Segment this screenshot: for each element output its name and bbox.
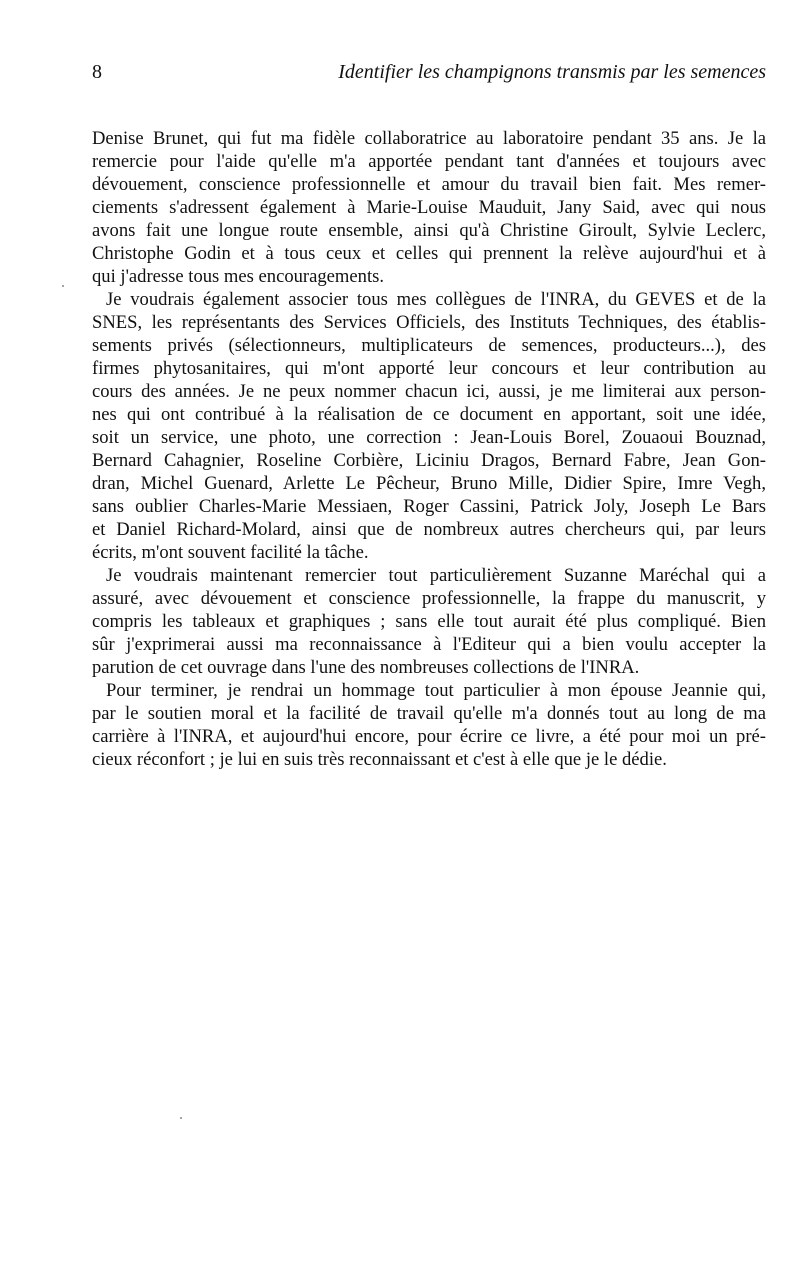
text-line: parution de cet ouvrage dans l'une des nombreuses collections de l'INRA. (92, 657, 640, 678)
text-line: assuré, avec dévouement et conscience professionnelle, la frappe du manuscrit, y (92, 588, 766, 609)
text-line: ciements s'adressent également à Marie-Louise Mauduit, Jany Said, avec qui nous (92, 197, 766, 218)
text-line: soit un service, une photo, une correction : Jean-Louis Borel, Zouaoui Bouznad, (92, 427, 766, 448)
text-line: Pour terminer, je rendrai un hommage tout particulier à mon épouse Jeannie qui, (106, 680, 766, 701)
text-line: nes qui ont contribué à la réalisation de ce document en apportant, soit une idée, (92, 404, 766, 425)
text-line: Christophe Godin et à tous ceux et celles qui prennent la relève aujourd'hui et à (92, 243, 766, 264)
page-number: 8 (92, 61, 102, 83)
text-line: Denise Brunet, qui fut ma fidèle collaboratrice au laboratoire pendant 35 ans. Je la (92, 128, 766, 149)
paragraph (92, 679, 766, 771)
text-line: SNES, les représentants des Services Officiels, des Instituts Techniques, des établis- (92, 312, 766, 333)
text-line: dévouement, conscience professionnelle et amour du travail bien fait. Mes remer- (92, 174, 766, 195)
text-line: sans oublier Charles-Marie Messiaen, Roger Cassini, Patrick Joly, Joseph Le Bars (92, 496, 766, 517)
text-line: Je voudrais maintenant remercier tout particulièrement Suzanne Maréchal qui a (106, 565, 766, 586)
text-line: carrière à l'INRA, et aujourd'hui encore, pour écrire ce livre, a été pour moi un pré- (92, 726, 766, 747)
text-line: cieux réconfort ; je lui en suis très reconnaissant et c'est à elle que je le dédie. (92, 749, 667, 770)
text-line: sûr j'exprimerai aussi ma reconnaissance à l'Editeur qui a bien voulu accepter la (92, 634, 766, 655)
text-line: par le soutien moral et la facilité de travail qu'elle m'a donnés tout au long de ma (92, 703, 766, 724)
running-title: Identifier les champignons transmis par les semences (338, 61, 766, 83)
scan-speck (180, 1117, 182, 1119)
scan-speck (62, 285, 64, 287)
text-line: Je voudrais également associer tous mes collègues de l'INRA, du GEVES et de la (106, 289, 766, 310)
text-line: écrits, m'ont souvent facilité la tâche. (92, 542, 369, 563)
text-line: remercie pour l'aide qu'elle m'a apportée pendant tant d'années et toujours avec (92, 151, 766, 172)
paragraph (92, 127, 766, 288)
paragraph (92, 564, 766, 679)
paragraph (92, 288, 766, 564)
text-line: dran, Michel Guenard, Arlette Le Pêcheur, Bruno Mille, Didier Spire, Imre Vegh, (92, 473, 766, 494)
body-text (92, 127, 766, 771)
text-line: et Daniel Richard-Molard, ainsi que de nombreux autres chercheurs qui, par leurs (92, 519, 766, 540)
text-line: avons fait une longue route ensemble, ainsi qu'à Christine Giroult, Sylvie Leclerc, (92, 220, 766, 241)
text-line: compris les tableaux et graphiques ; sans elle tout aurait été plus compliqué. Bien (92, 611, 766, 632)
text-line: firmes phytosanitaires, qui m'ont apporté leur concours et leur contribution au (92, 358, 766, 379)
text-line: sements privés (sélectionneurs, multiplicateurs de semences, producteurs...), des (92, 335, 766, 356)
text-line: cours des années. Je ne peux nommer chacun ici, aussi, je me limiterai aux person- (92, 381, 766, 402)
text-line: qui j'adresse tous mes encouragements. (92, 266, 384, 287)
text-line: Bernard Cahagnier, Roseline Corbière, Liciniu Dragos, Bernard Fabre, Jean Gon- (92, 450, 766, 471)
